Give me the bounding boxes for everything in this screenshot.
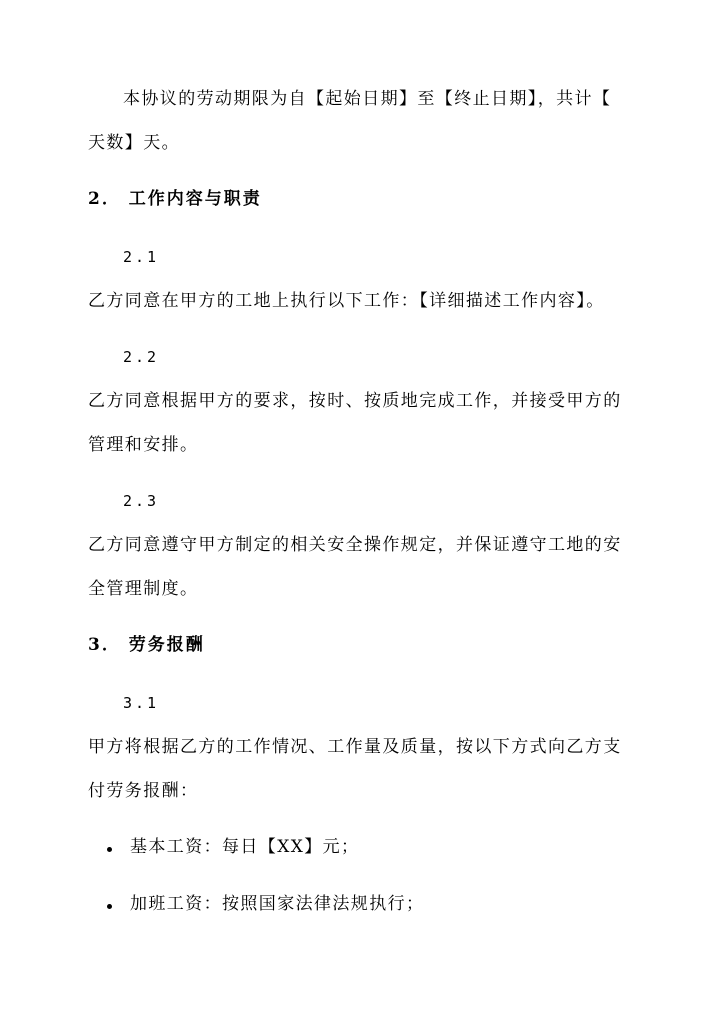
bullet-dot-icon — [107, 904, 112, 909]
clause-2-2-number: 2.2 — [123, 348, 160, 366]
section-2-heading: 2． 工作内容与职责 — [88, 189, 262, 209]
intro-line-2: 天数】天。 — [88, 133, 180, 153]
clause-2-3-text-line-2: 全管理制度。 — [88, 579, 199, 599]
clause-2-3-number: 2.3 — [123, 492, 160, 510]
clause-2-1-text: 乙方同意在甲方的工地上执行以下工作：【详细描述工作内容】。 — [88, 291, 605, 311]
clause-2-2-text-line-1: 乙方同意根据甲方的要求，按时、按质地完成工作，并接受甲方的 — [88, 391, 622, 411]
clause-2-2-text-line-2: 管理和安排。 — [88, 435, 199, 455]
clause-3-1-text-line-1: 甲方将根据乙方的工作情况、工作量及质量，按以下方式向乙方支 — [88, 737, 622, 757]
bullet-item-overtime-wage: 加班工资：按照国家法律法规执行； — [130, 894, 425, 914]
bullet-item-basic-wage: 基本工资：每日【XX】元； — [130, 837, 360, 857]
clause-2-1-number: 2.1 — [123, 248, 160, 266]
clause-3-1-text-line-2: 付劳务报酬： — [88, 781, 199, 801]
intro-line-1: 本协议的劳动期限为自【起始日期】至【终止日期】，共计【 — [123, 89, 612, 109]
section-3-heading: 3． 劳务报酬 — [88, 635, 205, 655]
clause-2-3-text-line-1: 乙方同意遵守甲方制定的相关安全操作规定，并保证遵守工地的安 — [88, 535, 622, 555]
bullet-dot-icon — [107, 847, 112, 852]
clause-3-1-number: 3.1 — [123, 694, 160, 712]
